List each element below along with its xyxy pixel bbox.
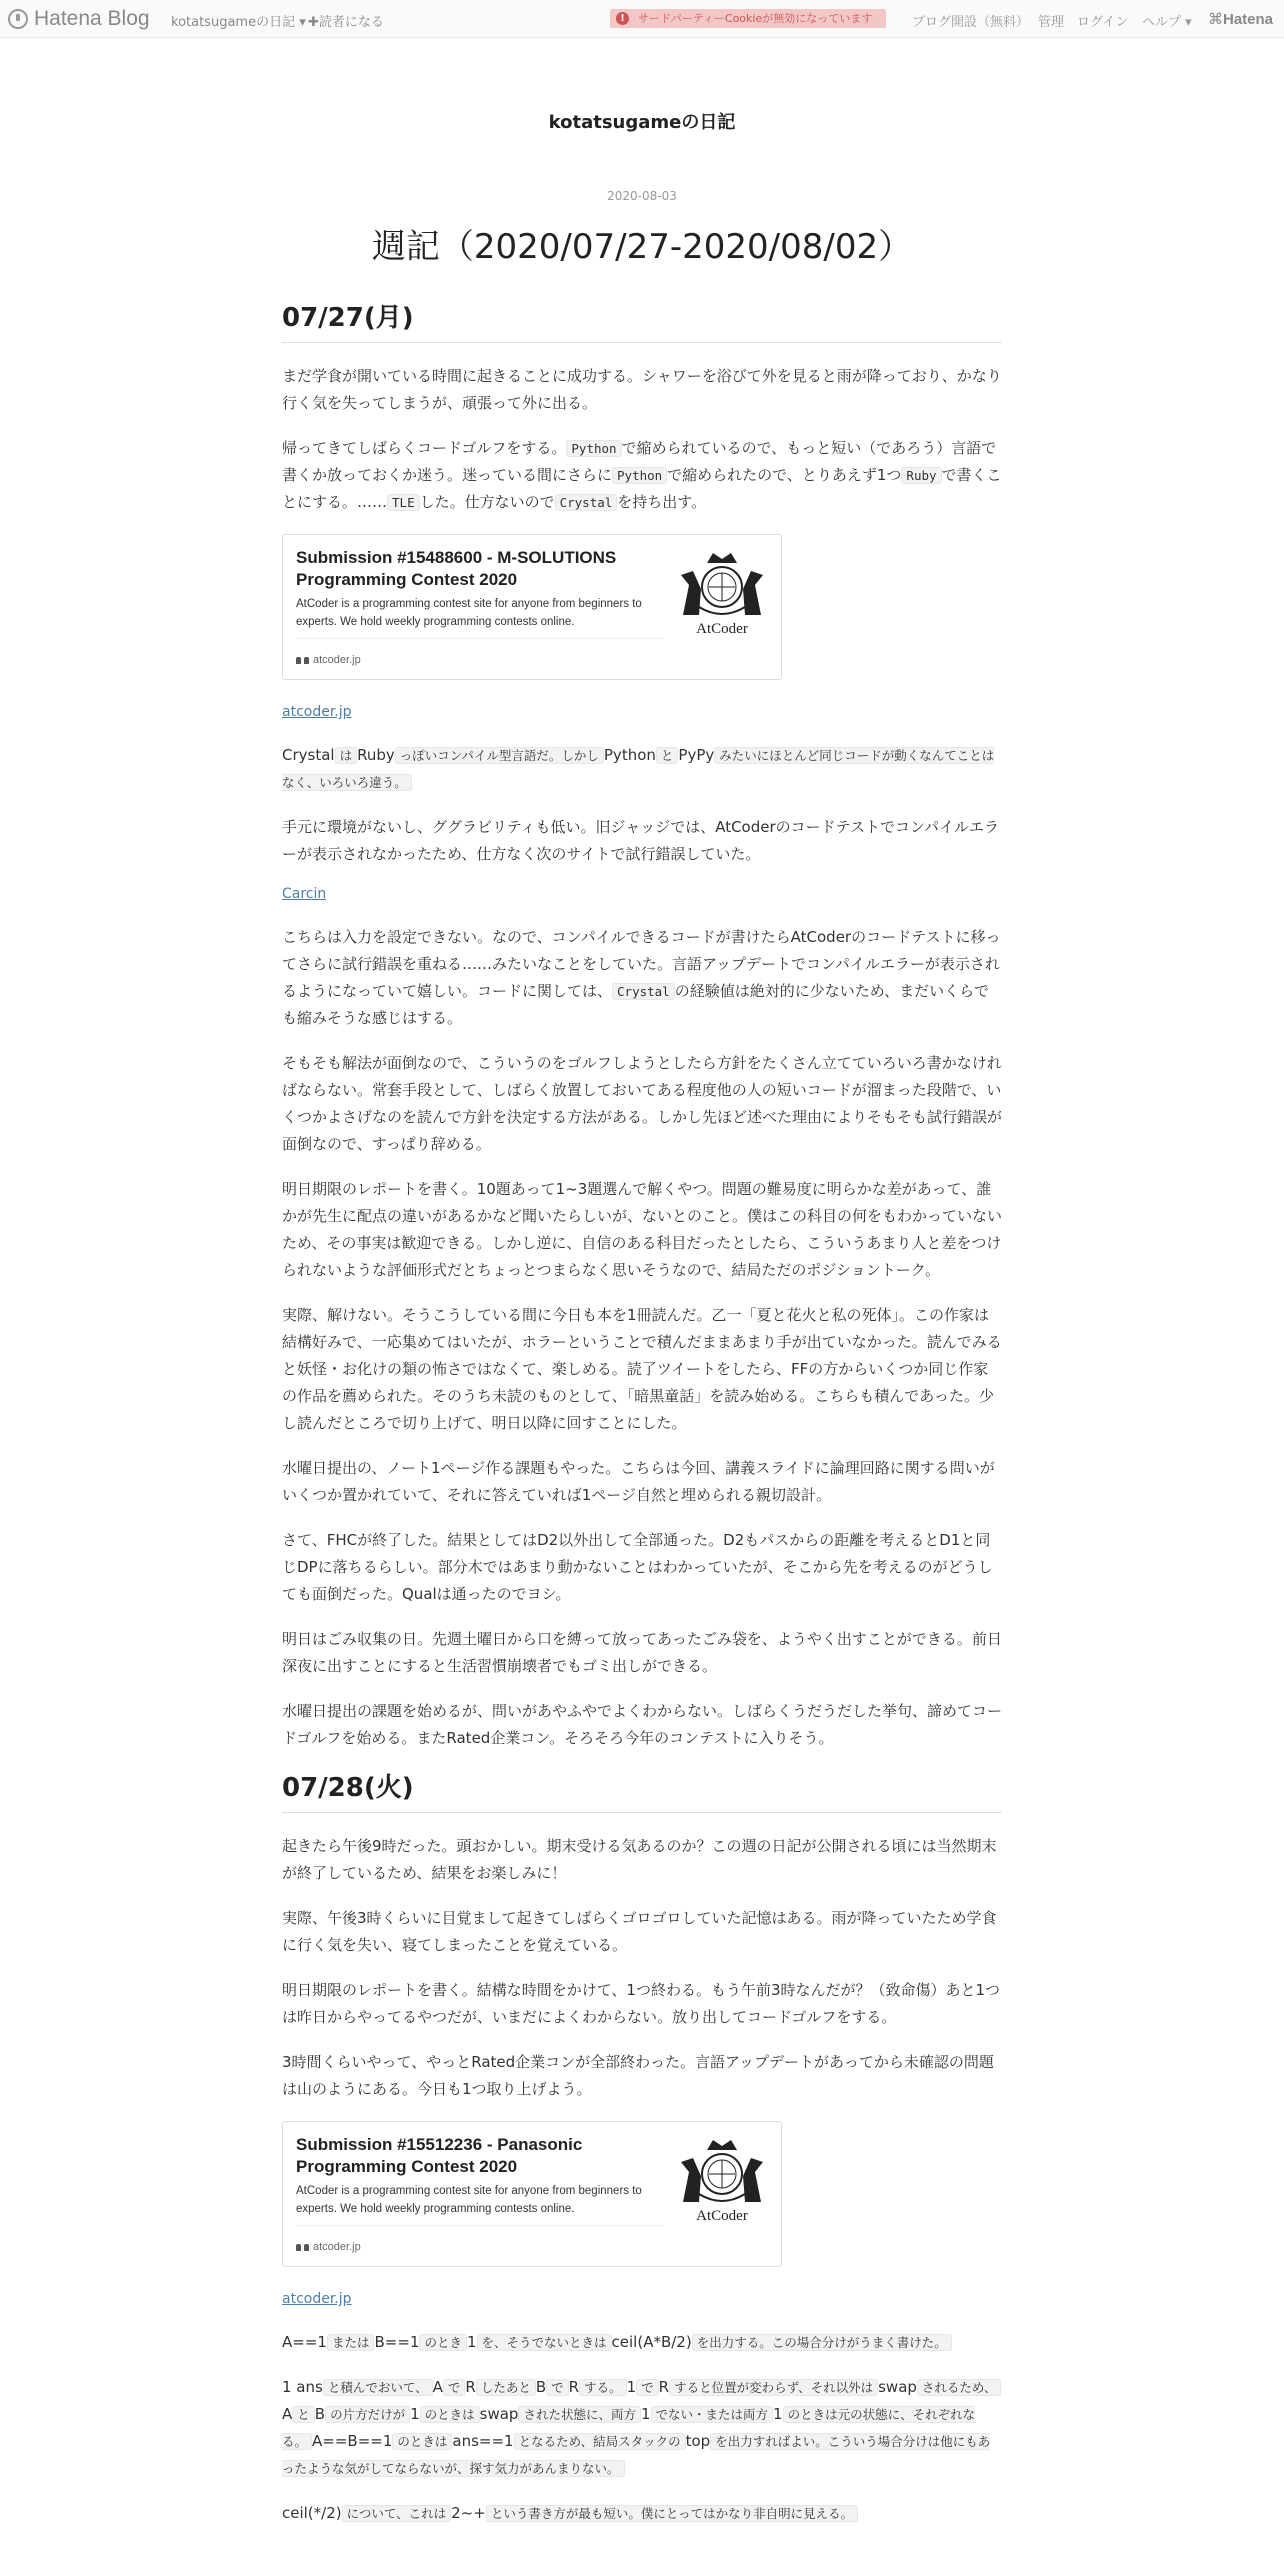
paragraph-text: B [535, 2378, 547, 2396]
inline-code: を出力すればよい。こういう場合分けは他にもあったような気がしてならないが、探す気力があんまりない。 [282, 2434, 991, 2476]
warning-icon: ! [616, 12, 629, 25]
inline-code: TLE [387, 494, 420, 511]
inline-code: について、これは [342, 2505, 452, 2522]
card-logo-text: AtCoder [696, 621, 748, 637]
paragraph-text: B==1 [374, 2333, 420, 2351]
paragraph: 3時間くらいやって、やっとRated企業コンが全部終わった。言語アップデートがあってから未確認の問題は山のようにある。今日も1つ取り上げよう。 [282, 2053, 994, 2098]
brand-text: Hatena Blog [34, 7, 150, 30]
subscribe-label: 読者になる [318, 15, 384, 30]
inline-code: された状態に、両方 [518, 2406, 641, 2423]
paragraph [282, 924, 1002, 1032]
inline-code: となるため、結局スタックの [514, 2433, 686, 2450]
paragraph-text: swap [479, 2405, 519, 2423]
inline-code: と [656, 747, 679, 764]
card-description: AtCoder is a programming contest site for anyone from beginners to experts. We hold weekly programming contests online. [296, 598, 642, 628]
paragraph-text: A [432, 2378, 443, 2396]
paragraph-text: Ruby [357, 746, 395, 764]
inline-code: で [636, 2379, 659, 2396]
hatena-logo-icon: ⌘ [1208, 11, 1223, 28]
paragraph-text: を持ち出す。 [617, 493, 707, 511]
paragraph: 水曜日提出の課題を始めるが、問いがあやふやでよくわからない。しばらくうだうだした挙句、諦めてコードゴルフを始める。またRated企業コン。そろそろ今年のコンテストに入りそう。 [282, 1702, 1003, 1747]
paragraph-text: 1 [626, 2378, 637, 2396]
atcoder-favicon-icon [296, 2242, 309, 2252]
paragraph [282, 2500, 1002, 2527]
embed-card[interactable] [282, 2121, 782, 2267]
inline-code: Crystal [612, 983, 675, 1000]
inline-code: Python [566, 440, 621, 457]
paragraph-text: で縮められているので、もっと短い（であろう）言語で書くか放っておくか迷う。迷っている間にさらに [282, 439, 997, 484]
paragraph-text: R [658, 2378, 670, 2396]
paragraph: 明日期限のレポートを書く。10題あって1~3題選んで解くやつ。問題の難易度に明らかな差があって、誰かが先生に配点の違いがあるかなど聞いたらしいが、ないとのこと。僕はこの科目の何をもわかっていないため、その事実は歓迎できる。しかし逆に、自信のある科目だったとしたら、こういうあまり人と差をつけられないような評価形式だとちょっとつまらなく思いそうなので、結局ただのポジショントーク。 [282, 1180, 1003, 1279]
inline-code: という書き方が最も短い。僕にとってはかなり非自明に見える。 [486, 2505, 858, 2522]
paragraph-text: ans==1 [452, 2432, 514, 2450]
paragraph-text: 1 [640, 2405, 651, 2423]
card-site[interactable] [296, 654, 361, 666]
plus-icon: ✚ [308, 15, 319, 30]
card-site-label: atcoder.jp [313, 2241, 361, 2253]
inline-code: のときは [420, 2406, 480, 2423]
inline-code: で [546, 2379, 569, 2396]
paragraph: 実際、解けない。そうこうしている間に今日も本を1冊読んだ。乙一「夏と花火と私の死体」。この作家は結構好みで、一応集めてはいたが、ホラーということで積んだままあまり手が出ていなかった。読んでみると妖怪・お化けの類の怖さではなくて、楽しめる。読了ツイートをしたら、FFの方からいくつか同じ作家の作品を薦められた。そのうち未読のものとして、「暗黒童話」を読み始める。こちらも積んであった。少し読んだところで切り上げて、明日以降に回すことにした。 [282, 1306, 1002, 1432]
paragraph-text: B [314, 2405, 326, 2423]
atcoder-link[interactable]: atcoder.jp [282, 2291, 352, 2307]
nav-help-label: ヘルプ [1142, 15, 1182, 30]
caret-down-icon: ▾ [295, 15, 306, 30]
cookie-warning-text: サードパーティーCookieが無効になっています [638, 12, 873, 25]
carcin-link[interactable]: Carcin [282, 886, 327, 902]
paragraph-text: R [568, 2378, 580, 2396]
inline-code: を出力する。この場合分けがうまく書けた。 [692, 2334, 952, 2351]
paragraph-text: A==B==1 [312, 2432, 393, 2450]
inline-code: は [335, 747, 358, 764]
paragraph-text: Crystal [282, 746, 335, 764]
hatena-link[interactable] [1208, 10, 1273, 28]
inline-code: の片方だけが [325, 2406, 410, 2423]
section-heading: 07/28(火) [282, 1770, 1002, 1813]
paragraph-text: 1 ans [282, 2378, 323, 2396]
card-logo-text: AtCoder [696, 2208, 748, 2224]
hatena-blog-logo[interactable] [8, 7, 150, 31]
card-title[interactable]: Submission #15512236 - Panasonic Programming Contest 2020 [296, 2135, 583, 2176]
paragraph-text: ceil(A*B/2) [611, 2333, 692, 2351]
paragraph-text: top [685, 2432, 711, 2450]
inline-code: のとき [419, 2334, 467, 2351]
paragraph [282, 435, 1002, 516]
paragraph-text: で書くことにする。…… [282, 466, 1002, 511]
atcoder-favicon-icon [296, 655, 309, 665]
inline-code: っぽいコンパイル型言語だ。しかし [395, 747, 604, 764]
paragraph-text: で縮められたので、とりあえず1つ [667, 466, 902, 484]
entry-content [282, 290, 1002, 2545]
inline-code: または [327, 2334, 375, 2351]
inline-code: でない・または両方 [651, 2406, 774, 2423]
paragraph: まだ学食が開いている時間に起きることに成功する。シャワーを浴びて外を見ると雨が降っており、かなり行く気を失ってしまうが、頑張って外に出る。 [282, 367, 1002, 412]
inline-code: のときは [392, 2433, 452, 2450]
paragraph-text: 1 [466, 2333, 477, 2351]
inline-code: Crystal [555, 494, 618, 511]
top-bar [0, 0, 1284, 38]
paragraph-text: R [465, 2378, 476, 2396]
paragraph-text: 1 [773, 2405, 783, 2423]
paragraph-text: swap [878, 2378, 917, 2396]
inline-code: みたいにほとんど同じコードが動くなんてことはなく、いろいろ違う。 [282, 748, 995, 790]
paragraph: 水曜日提出の、ノート1ページ作る課題もやった。こちらは今回、講義スライドに論理回路に関する問いがいくつか置かれていて、それに答えていれば1ページ自然と埋められる親切設計。 [282, 1459, 995, 1504]
inline-code: のときは元の状態に、それぞれなる。 [282, 2407, 976, 2449]
card-title[interactable]: Submission #15488600 - M-SOLUTIONS Programming Contest 2020 [296, 548, 617, 589]
paragraph-text: Python [603, 746, 656, 764]
nav-login[interactable]: ログイン [1077, 15, 1129, 30]
card-description: AtCoder is a programming contest site for anyone from beginners to experts. We hold weekly programming contests online. [296, 2185, 642, 2215]
inline-code: Ruby [901, 467, 941, 484]
entry-title[interactable]: 週記（2020/07/27-2020/08/02） [371, 227, 913, 267]
nav-admin[interactable]: 管理 [1038, 15, 1065, 30]
section-heading: 07/27(月) [282, 300, 1002, 343]
paragraph: 起きたら午後9時だった。頭おかしい。期末受ける気あるのか？この週の日記が公開される頃には当然期末が終了しているため、結果をお楽しみに！ [282, 1837, 997, 1882]
paragraph-text: 1 [410, 2405, 420, 2423]
subscribe-button[interactable] [308, 11, 384, 30]
cookie-warning[interactable] [610, 9, 886, 28]
inline-code: を、そうでないときは [477, 2334, 612, 2351]
paragraph-text: 帰ってきてしばらくコードゴルフをする。 [282, 439, 567, 457]
inline-code: Python [612, 467, 667, 484]
embed-card[interactable] [282, 534, 782, 680]
inline-code: されるため、 [917, 2379, 1002, 2396]
inline-code: したあと [476, 2379, 536, 2396]
blog-menu-dropdown[interactable] [171, 11, 306, 30]
inline-code: する。 [579, 2379, 627, 2396]
caret-down-icon: ▾ [1181, 15, 1192, 30]
paragraph-text: ceil(*/2) [282, 2504, 342, 2522]
paragraph-text: した。仕方ないので [419, 493, 555, 511]
paragraph: 明日期限のレポートを書く。結構な時間をかけて、1つ終わる。もう午前3時なんだが？（致命傷）あと1つは昨日からやってるやつだが、いまだによくわからない。放り出してコードゴルフをする。 [282, 1981, 1001, 2026]
paragraph [282, 2329, 1002, 2356]
inline-code: と積んでおいて、 [323, 2379, 433, 2396]
paragraph-text: A [282, 2405, 293, 2423]
paragraph-text: 2~+ [451, 2504, 486, 2522]
card-site[interactable] [296, 2241, 361, 2253]
paragraph: 実際、午後3時くらいに目覚まして起きてしばらくゴロゴロしていた記憶はある。雨が降っていたため学食に行く気を失い、寝てしまったことを覚えている。 [282, 1909, 997, 1954]
paragraph-text: A==1 [282, 2333, 327, 2351]
inline-code: と [292, 2406, 315, 2423]
paragraph-text: こちらは入力を設定できない。なので、コンパイルできるコードが書けたらAtCoderのコードテストに移ってさらに試行錯誤を重ねる……みたいなことをしていた。言語アップデートでコンパイルエラーが表示されるようになっていて嬉しい。コードに関しては、 [282, 928, 1001, 1000]
paragraph: 手元に環境がないし、ググラビリティも低い。旧ジャッジでは、AtCoderのコードテストでコンパイルエラーが表示されなかったため、仕方なく次のサイトで試行錯誤していた。 [282, 818, 1000, 863]
paragraph: さて、FHCが終了した。結果としてはD2以外出して全部通った。D2もパスからの距離を考えるとD1と同じDPに落ちるらしい。部分木ではあまり動かないことはわかっていたが、そこから先を考えるのがどうしても面倒だった。Qualは通ったのでヨシ。 [282, 1531, 993, 1603]
paragraph-text: の経験値は絶対的に少ないため、まだいくらでも縮みそうな感じはする。 [282, 982, 989, 1027]
blog-menu-label: kotatsugameの日記 [171, 15, 296, 30]
inline-code: すると位置が変わらず、それ以外は [669, 2379, 878, 2396]
nav-help[interactable] [1142, 11, 1192, 30]
paragraph: 明日はごみ収集の日。先週土曜日から口を縛って放ってあったごみ袋を、ようやく出すことができる。前日深夜に出すことにすると生活習慣崩壊者でもゴミ出しができる。 [282, 1630, 1002, 1675]
paragraph-text: PyPy [678, 746, 715, 764]
paragraph: そもそも解法が面倒なので、こういうのをゴルフしようとしたら方針をたくさん立てていろいろ書かなければならない。常套手段として、しばらく放置しておいてある程度他の人の短いコードが溜まった段階で、いくつかよさげなのを読んで方針を決定する方法がある。しかし先ほど述べた理由によりそもそも試行錯誤が面倒なので、すっぱり辞める。 [282, 1054, 1003, 1153]
blog-title[interactable]: kotatsugameの日記 [548, 112, 736, 133]
paragraph [282, 742, 1002, 796]
hatena-label: Hatena [1223, 11, 1274, 28]
card-divider [296, 2225, 664, 2226]
entry-date[interactable]: 2020-08-03 [607, 189, 677, 203]
nav-create-blog[interactable]: ブログ開設（無料） [912, 15, 1030, 30]
paragraph [282, 2374, 1002, 2482]
card-divider [296, 638, 664, 639]
card-site-label: atcoder.jp [313, 654, 361, 666]
hatena-logo-icon [8, 9, 28, 29]
inline-code: で [443, 2379, 466, 2396]
atcoder-link[interactable]: atcoder.jp [282, 704, 352, 720]
